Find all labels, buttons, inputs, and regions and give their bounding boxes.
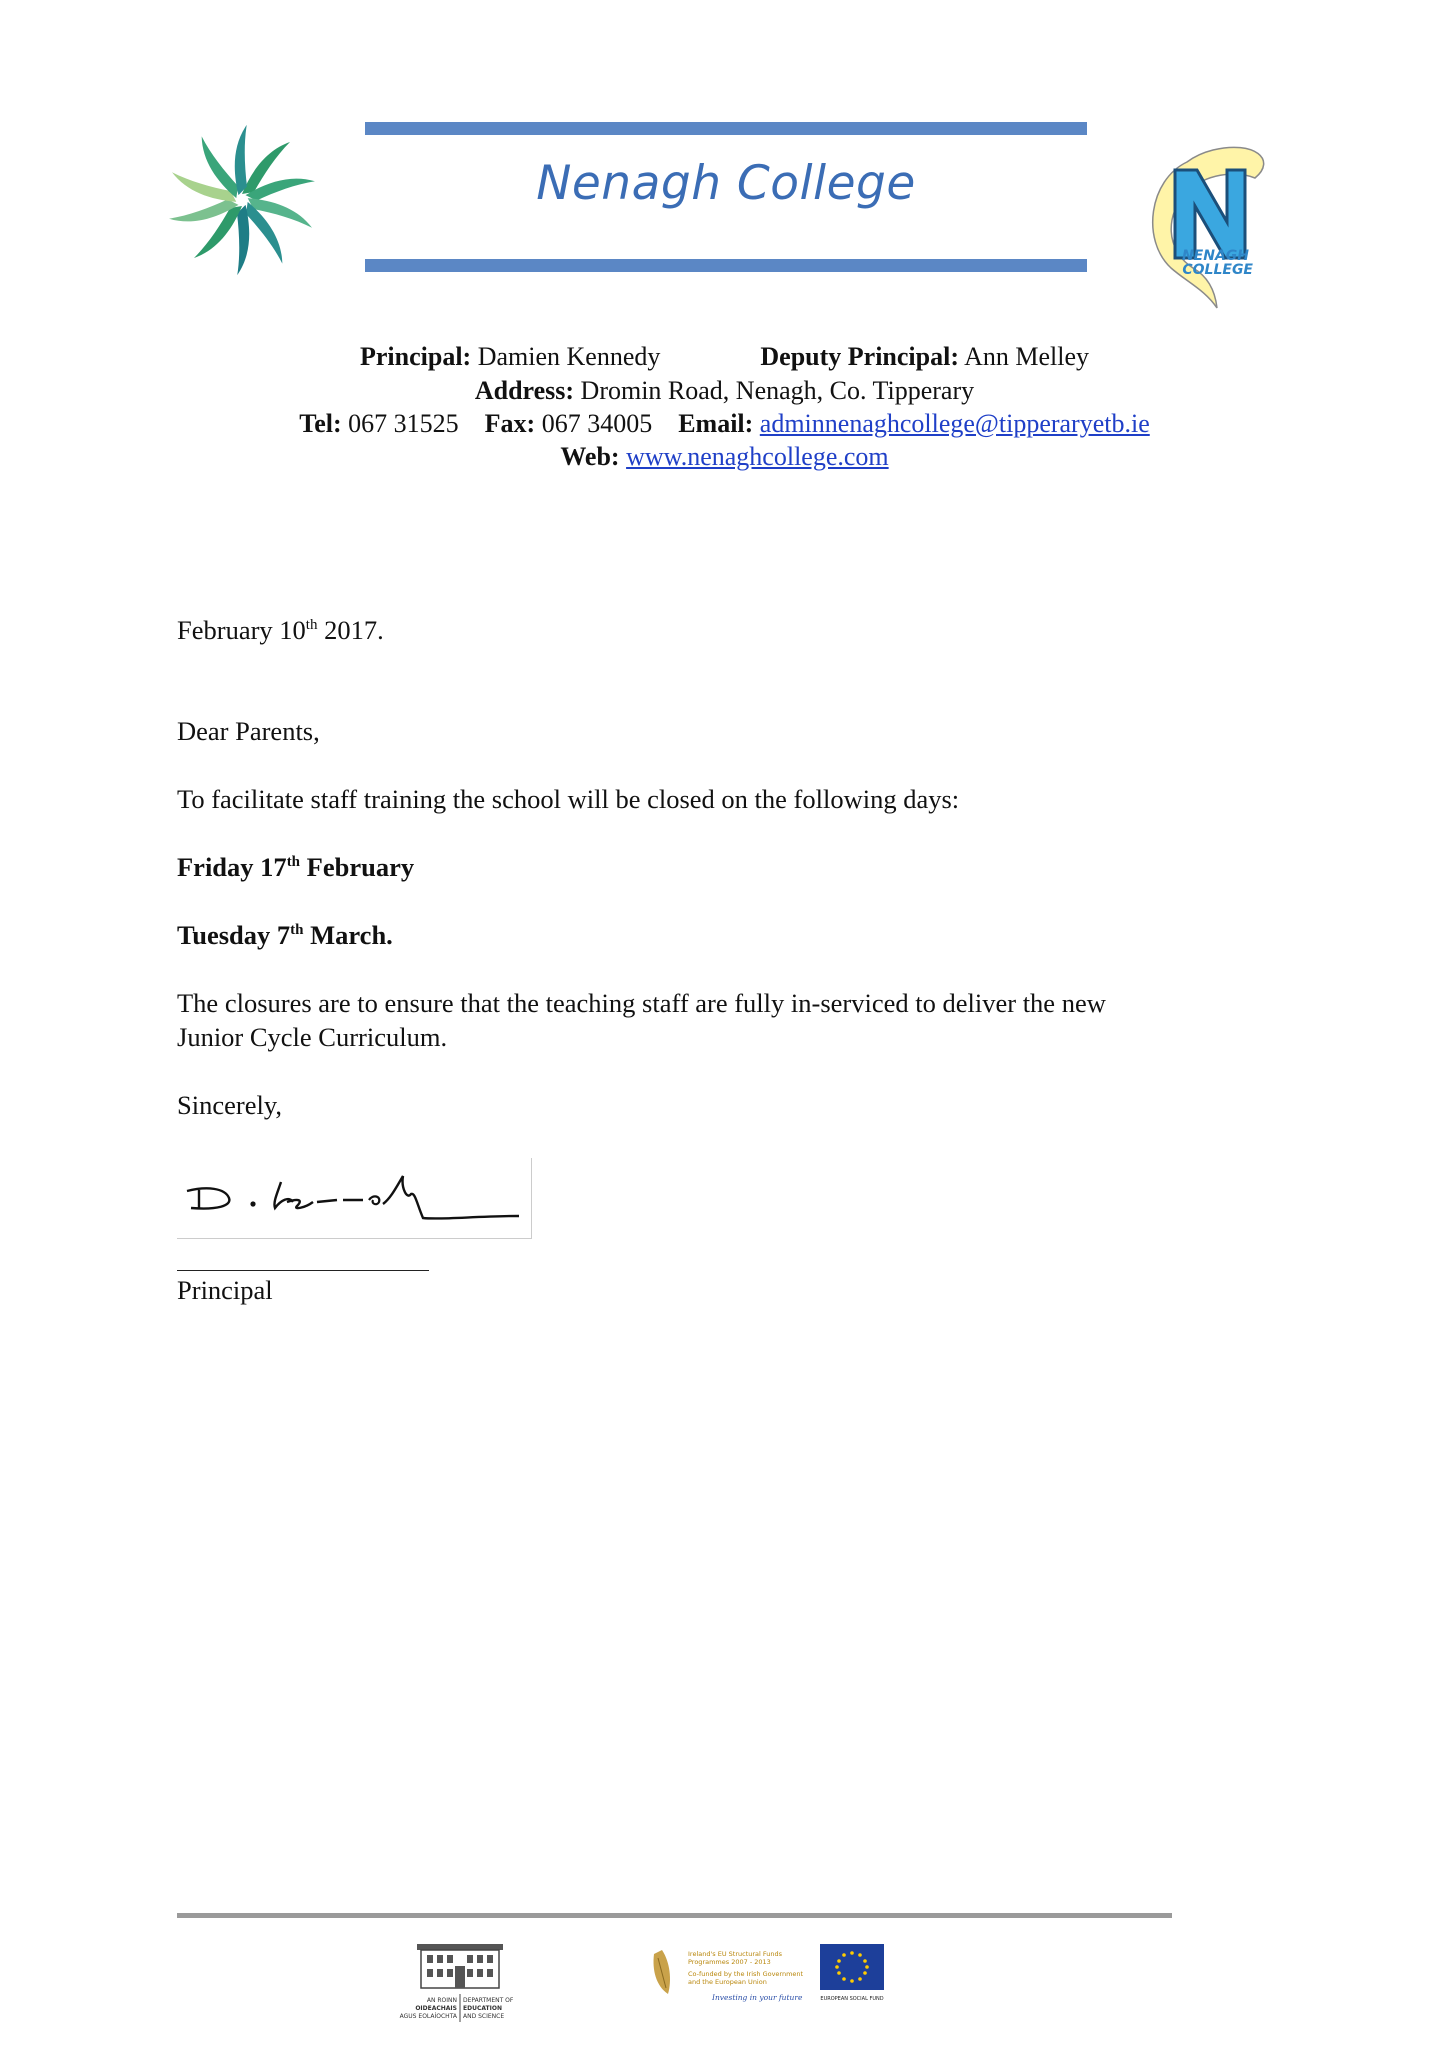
eu-text-2: Programmes 2007 - 2013 <box>688 1958 771 1966</box>
contact-line-address <box>0 374 1449 408</box>
esf-caption: EUROPEAN SOCIAL FUND <box>820 1996 884 2002</box>
web-label: Web: <box>560 442 620 471</box>
eu-tagline: Investing in your future <box>712 1993 803 2002</box>
dept-irish-1: AN ROINN <box>426 1997 457 2004</box>
dept-english-2: EDUCATION <box>463 2005 502 2012</box>
department-of-education-logo <box>375 1942 545 2026</box>
crest-text-line1: NENAGH <box>1181 248 1249 264</box>
address-value: Dromin Road, Nenagh, Co. Tipperary <box>580 376 975 405</box>
eu-text-3: Co-funded by the Irish Government <box>688 1970 804 1978</box>
dept-irish-3: AGUS EOLAÍOCHTA <box>399 2013 457 2020</box>
nenagh-college-crest-logo <box>1135 140 1285 312</box>
principal-name: Damien Kennedy <box>477 342 661 371</box>
fax-label: Fax: <box>484 409 536 438</box>
principal-label: Principal: <box>360 342 472 371</box>
web-link[interactable]: www.nenaghcollege.com <box>626 442 889 471</box>
day2-suffix: March. <box>303 920 393 950</box>
reason-line-1: The closures are to ensure that the teaching staff are fully in-serviced to deliver the new <box>177 988 1106 1018</box>
eu-structural-funds-logo <box>648 1940 892 2012</box>
signature-line <box>177 1270 429 1271</box>
intro-paragraph: To facilitate staff training the school will be closed on the following days: <box>177 784 960 814</box>
header-bar-top <box>365 122 1087 135</box>
dept-irish-2: OIDEACHAIS <box>415 2005 457 2012</box>
email-link[interactable]: adminnenaghcollege@tipperaryetb.ie <box>759 409 1150 438</box>
day2-prefix: Tuesday 7 <box>177 920 291 950</box>
eu-text-1: Ireland's EU Structural Funds <box>688 1950 783 1958</box>
crest-text-line2: COLLEGE <box>1182 262 1253 278</box>
closure-day-1 <box>177 850 414 884</box>
signer-title: Principal <box>177 1275 273 1305</box>
salutation: Dear Parents, <box>177 716 320 746</box>
day1-suffix: February <box>300 852 415 882</box>
closing: Sincerely, <box>177 1090 282 1120</box>
email-label: Email: <box>678 409 754 438</box>
address-label: Address: <box>474 376 575 405</box>
date-prefix: February 10 <box>177 615 306 645</box>
reason-paragraph <box>177 986 1106 1054</box>
contact-line-phone <box>0 407 1449 441</box>
eu-text-4: and the European Union <box>688 1978 767 1986</box>
fax-value: 067 34005 <box>541 409 653 438</box>
footer-rule <box>177 1913 1172 1918</box>
contact-line-web <box>0 440 1449 474</box>
date-ordinal: th <box>305 617 318 634</box>
signature-image <box>177 1158 531 1238</box>
closure-day-2 <box>177 918 393 952</box>
college-title: Nenagh College <box>536 156 916 211</box>
tel-label: Tel: <box>299 409 342 438</box>
day1-prefix: Friday 17 <box>177 852 287 882</box>
contact-line-principals <box>0 340 1449 374</box>
header-bar-bottom <box>365 259 1087 272</box>
signature-box <box>177 1158 532 1239</box>
day1-ordinal: th <box>286 854 301 871</box>
deputy-name: Ann Melley <box>964 342 1089 371</box>
tel-value: 067 31525 <box>348 409 459 438</box>
deputy-label: Deputy Principal: <box>760 342 959 371</box>
dept-english-1: DEPARTMENT OF <box>463 1997 514 2004</box>
dept-english-3: AND SCIENCE <box>463 2013 505 2020</box>
reason-line-2: Junior Cycle Curriculum. <box>177 1022 448 1052</box>
department-swirl-logo <box>150 105 335 295</box>
date-suffix: 2017. <box>317 615 384 645</box>
letter-date <box>177 613 384 647</box>
day2-ordinal: th <box>290 922 304 939</box>
eu-flag-icon <box>820 1944 884 1990</box>
